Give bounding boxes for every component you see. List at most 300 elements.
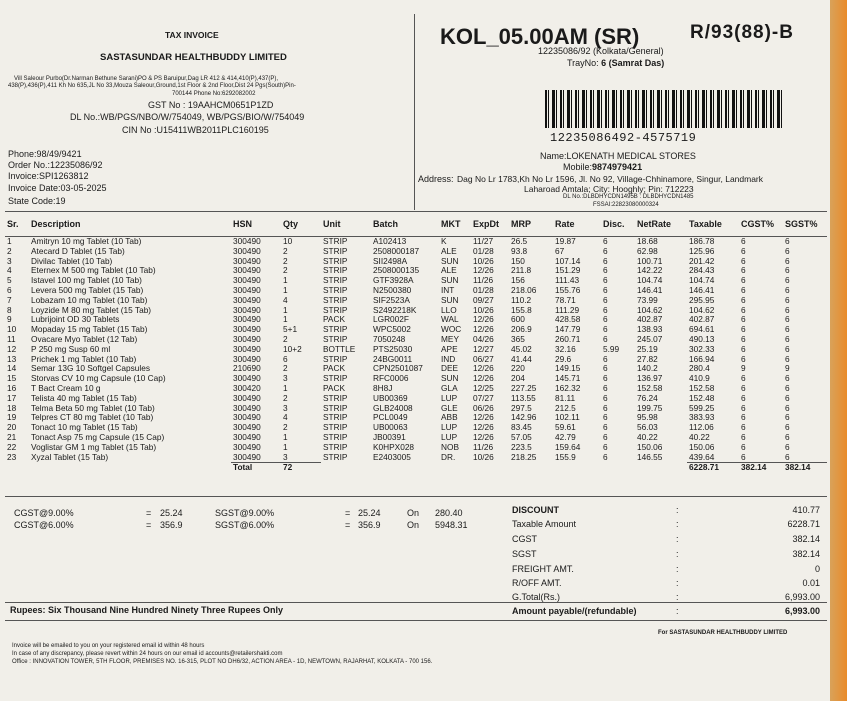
cell-sr: 16 <box>7 383 17 393</box>
cell-sr: 18 <box>7 403 17 413</box>
cell-sgst: 6 <box>785 246 790 256</box>
sgst9-label: SGST@9.00% <box>215 508 275 518</box>
cell-sgst: 6 <box>785 354 790 364</box>
cell-mrp: 206.9 <box>511 325 532 335</box>
cell-disc: 6 <box>603 285 608 295</box>
cell-mkt: LUP <box>441 393 458 403</box>
cell-netrate: 100.71 <box>637 256 663 266</box>
cell-taxable: 146.41 <box>689 285 715 295</box>
cell-unit: STRIP <box>323 276 348 286</box>
cell-netrate: 56.03 <box>637 423 658 433</box>
cell-qty: 3 <box>283 452 288 462</box>
phone: Phone:98/49/9421 <box>8 149 82 159</box>
company-address-line2: 438(P),436(P),411 Kh No 635,JL No 33,Mouza Saleour,Ground,1st Floor & 2nd Floor,Dist 24 Pgs(South)Pin- <box>8 83 296 89</box>
cell-mkt: ALE <box>441 246 457 256</box>
cell-mrp: 41.44 <box>511 354 532 364</box>
roff-label: R/OFF AMT. <box>512 578 562 588</box>
cell-hsn: 300490 <box>233 374 261 384</box>
cell-taxable: 104.62 <box>689 305 715 315</box>
cell-sgst: 6 <box>785 374 790 384</box>
cell-batch: 7050248 <box>373 334 406 344</box>
cell-batch: PTS25030 <box>373 344 413 354</box>
cell-disc: 6 <box>603 256 608 266</box>
col-disc: Disc. <box>601 212 635 237</box>
cell-mkt: SUN <box>441 295 459 305</box>
cell-rate: 162.32 <box>555 383 581 393</box>
cell-cgst: 9 <box>741 364 746 374</box>
cell-sr: 22 <box>7 442 17 452</box>
table-row <box>5 247 827 257</box>
cell-sr: 12 <box>7 344 17 354</box>
cell-batch: LGR002F <box>373 315 409 325</box>
cell-netrate: 152.58 <box>637 383 663 393</box>
cell-description: Mopaday 15 mg Tablet (15 Tab) <box>31 325 148 335</box>
table-bottom-border <box>5 496 827 497</box>
cell-expdt: 12/25 <box>473 383 494 393</box>
cell-expdt: 10/26 <box>473 452 494 462</box>
footer-note2: In case of any discrepancy, please revert within 24 hours on our email id accounts@retailershakti.com <box>12 651 283 657</box>
cell-mkt: LUP <box>441 432 458 442</box>
customer-fssai: FSSAI:22823080000324 <box>593 202 659 208</box>
cell-unit: PACK <box>323 315 345 325</box>
cell-hsn: 300490 <box>233 325 261 335</box>
cell-mrp: 223.5 <box>511 442 532 452</box>
cell-sr: 11 <box>7 334 16 344</box>
cell-batch: 2508000135 <box>373 266 420 276</box>
cell-sr: 5 <box>7 276 12 286</box>
freight-colon: : <box>676 564 679 574</box>
cell-rate: 81.11 <box>555 393 576 403</box>
cgst-colon: : <box>676 534 679 544</box>
cell-rate: 260.71 <box>555 334 581 344</box>
cell-disc: 6 <box>603 403 608 413</box>
table-row <box>5 286 827 296</box>
cell-cgst: 6 <box>741 403 746 413</box>
cell-sgst: 6 <box>785 413 790 423</box>
cell-sr: 6 <box>7 285 12 295</box>
table-row <box>5 394 827 404</box>
cell-disc: 6 <box>603 354 608 364</box>
col-mrp: MRP <box>509 212 553 237</box>
cell-hsn: 300490 <box>233 295 261 305</box>
cell-mrp: 156 <box>511 276 525 286</box>
cell-qty: 1 <box>283 315 288 325</box>
cell-mrp: 155.8 <box>511 305 532 315</box>
cell-sgst: 6 <box>785 442 790 452</box>
cell-taxable: 383.93 <box>689 413 715 423</box>
cell-mkt: ABB <box>441 413 458 423</box>
cell-expdt: 12/26 <box>473 266 494 276</box>
roff-colon: : <box>676 578 679 588</box>
col-netrate: NetRate <box>635 212 687 237</box>
cell-rate: 147.79 <box>555 325 581 335</box>
cell-sr: 1 <box>7 236 12 246</box>
cell-mkt: DR. <box>441 452 456 462</box>
cell-sgst: 6 <box>785 383 790 393</box>
cin-number: CIN No :U15411WB2011PLC160195 <box>122 125 269 135</box>
cell-description: Tonact 10 mg Tablet (15 Tab) <box>31 423 138 433</box>
cell-sr: 15 <box>7 374 17 384</box>
cell-description: Prichek 1 mg Tablet (10 Tab) <box>31 354 137 364</box>
cell-qty: 6 <box>283 354 288 364</box>
cell-batch: GLB24008 <box>373 403 413 413</box>
table-row <box>5 443 827 453</box>
cell-hsn: 300490 <box>233 423 261 433</box>
cell-mrp: 297.5 <box>511 403 532 413</box>
cell-expdt: 01/28 <box>473 246 494 256</box>
cell-description: Tonact Asp 75 mg Capsule (15 Cap) <box>31 432 165 442</box>
cell-unit: STRIP <box>323 423 348 433</box>
cell-mrp: 220 <box>511 364 525 374</box>
cell-qty: 3 <box>283 374 288 384</box>
cell-mkt: LLO <box>441 305 457 315</box>
total-sgst: 382.14 <box>783 463 827 473</box>
cell-cgst: 6 <box>741 295 746 305</box>
cell-taxable: 295.95 <box>689 295 715 305</box>
cell-hsn: 300490 <box>233 354 261 364</box>
table-row <box>5 257 827 267</box>
col-qty: Qty <box>281 212 321 237</box>
cell-mrp: 93.8 <box>511 246 528 256</box>
for-company: For SASTASUNDAR HEALTHBUDDY LIMITED <box>658 630 788 636</box>
cell-mrp: 150 <box>511 256 525 266</box>
cell-taxable: 410.9 <box>689 374 710 384</box>
cell-sgst: 6 <box>785 452 790 462</box>
discount-label: DISCOUNT <box>512 505 559 515</box>
cell-mrp: 57.05 <box>511 432 532 442</box>
cell-cgst: 6 <box>741 383 746 393</box>
total-cgst: 382.14 <box>739 463 783 473</box>
cell-unit: STRIP <box>323 236 348 246</box>
cell-netrate: 136.97 <box>637 374 663 384</box>
cell-description: Semar 13G 10 Softgel Capsules <box>31 364 150 374</box>
cell-description: Divilac Tablet (10 Tab) <box>31 256 113 266</box>
payable-label: Amount payable/(refundable) <box>512 606 637 616</box>
cell-disc: 6 <box>603 236 608 246</box>
invoice-title: TAX INVOICE <box>165 30 219 40</box>
cell-description: Lobazam 10 mg Tablet (10 Tab) <box>31 295 148 305</box>
cell-batch: UB00063 <box>373 423 408 433</box>
cell-hsn: 300490 <box>233 344 261 354</box>
company-name: SASTASUNDAR HEALTHBUDDY LIMITED <box>100 52 287 63</box>
taxable-value: 6228.71 <box>787 519 820 529</box>
cell-sr: 9 <box>7 315 12 325</box>
cell-expdt: 06/26 <box>473 403 494 413</box>
cell-cgst: 6 <box>741 236 746 246</box>
table-row <box>5 364 827 374</box>
cell-qty: 5+1 <box>283 325 298 335</box>
cell-netrate: 245.07 <box>637 334 663 344</box>
cell-mrp: 218.06 <box>511 285 537 295</box>
table-row <box>5 374 827 384</box>
cell-rate: 159.64 <box>555 442 581 452</box>
cell-sr: 20 <box>7 423 17 433</box>
cell-mrp: 204 <box>511 374 525 384</box>
cell-rate: 67 <box>555 246 565 256</box>
cell-mkt: WAL <box>441 315 459 325</box>
cell-cgst: 6 <box>741 393 746 403</box>
customer-name: Name:LOKENATH MEDICAL STORES <box>540 151 696 161</box>
cell-taxable: 201.42 <box>689 256 715 266</box>
on6-value: 5948.31 <box>435 520 468 530</box>
freight-label: FREIGHT AMT. <box>512 564 574 574</box>
cell-unit: STRIP <box>323 413 348 423</box>
cell-expdt: 12/26 <box>473 374 494 384</box>
cell-sr: 23 <box>7 452 17 462</box>
cell-rate: 151.29 <box>555 266 581 276</box>
total-label: Total <box>231 463 281 473</box>
cell-mkt: LUP <box>441 423 458 433</box>
cell-hsn: 300490 <box>233 452 261 462</box>
col-expdt: ExpDt <box>471 212 509 237</box>
customer-dl: DL No.:DLBDHYCDN1495B : DLBDHYCDN1485 <box>563 194 694 200</box>
cell-disc: 6 <box>603 393 608 403</box>
cell-sgst: 6 <box>785 403 790 413</box>
cell-sgst: 6 <box>785 344 790 354</box>
sgst9-value: 25.24 <box>358 508 381 518</box>
cell-netrate: 27.82 <box>637 354 658 364</box>
cell-mkt: SUN <box>441 256 459 266</box>
table-row <box>5 423 827 433</box>
table-row <box>5 355 827 365</box>
cell-expdt: 12/26 <box>473 364 494 374</box>
header-divider <box>414 14 415 210</box>
cell-taxable: 599.25 <box>689 403 715 413</box>
cell-taxable: 402.87 <box>689 315 715 325</box>
gtotal-colon: : <box>676 592 679 602</box>
cell-disc: 6 <box>603 423 608 433</box>
cell-taxable: 439.64 <box>689 452 715 462</box>
cell-batch: GTF3928A <box>373 276 414 286</box>
cell-expdt: 11/26 <box>473 442 494 452</box>
on9-value: 280.40 <box>435 508 463 518</box>
footer-note1: Invoice will be emailed to you on your registered email id within 48 hours <box>12 643 205 649</box>
cell-description: Levera 500 mg Tablet (15 Tab) <box>31 285 144 295</box>
cell-taxable: 40.22 <box>689 432 710 442</box>
table-row <box>5 325 827 335</box>
cell-netrate: 140.2 <box>637 364 658 374</box>
route-label: KOL_05.00AM (SR) <box>440 24 640 49</box>
col-description: Description <box>29 212 231 237</box>
table-row <box>5 315 827 325</box>
cell-rate: 78.71 <box>555 295 576 305</box>
cell-hsn: 300490 <box>233 285 261 295</box>
cell-netrate: 104.74 <box>637 276 663 286</box>
cell-qty: 1 <box>283 442 288 452</box>
cell-batch: 2508000187 <box>373 246 420 256</box>
cgst6-eq: = <box>146 520 152 530</box>
discount-colon: : <box>676 505 679 515</box>
cell-sgst: 6 <box>785 334 790 344</box>
cell-hsn: 300490 <box>233 403 261 413</box>
cell-disc: 6 <box>603 305 608 315</box>
cell-rate: 428.58 <box>555 315 581 325</box>
cell-taxable: 150.06 <box>689 442 715 452</box>
cell-batch: SII2498A <box>373 256 408 266</box>
cell-hsn: 300490 <box>233 432 261 442</box>
invoice-number: Invoice:SPI1263812 <box>8 171 89 181</box>
table-row <box>5 266 827 276</box>
cell-sr: 8 <box>7 305 12 315</box>
cell-sr: 19 <box>7 413 17 423</box>
cell-sgst: 6 <box>785 315 790 325</box>
cell-mrp: 113.55 <box>511 393 536 403</box>
col-rate: Rate <box>553 212 601 237</box>
cell-expdt: 07/27 <box>473 393 494 403</box>
cell-description: Lubrijoint OD 30 Tablets <box>31 315 120 325</box>
cell-mrp: 45.02 <box>511 344 532 354</box>
table-total-row <box>5 463 827 473</box>
col-taxable: Taxable <box>687 212 739 237</box>
payable-value: 6,993.00 <box>784 606 820 616</box>
cell-taxable: 302.33 <box>689 344 715 354</box>
cell-expdt: 12/26 <box>473 325 494 335</box>
cell-description: Amitryn 10 mg Tablet (10 Tab) <box>31 236 142 246</box>
cell-description: P 250 mg Susp 60 ml <box>31 344 111 354</box>
cell-mrp: 110.2 <box>511 295 532 305</box>
cell-netrate: 73.99 <box>637 295 658 305</box>
cell-sgst: 6 <box>785 325 790 335</box>
cell-batch: JB00391 <box>373 432 406 442</box>
cell-sr: 4 <box>7 266 12 276</box>
cell-disc: 6 <box>603 334 608 344</box>
cell-batch: A102413 <box>373 236 407 246</box>
cell-mkt: APE <box>441 344 458 354</box>
cell-unit: STRIP <box>323 442 348 452</box>
table-row <box>5 404 827 414</box>
sgst6-label: SGST@6.00% <box>215 520 275 530</box>
cell-netrate: 402.87 <box>637 315 663 325</box>
cell-sr: 14 <box>7 364 17 374</box>
cell-cgst: 6 <box>741 413 746 423</box>
cell-rate: 111.29 <box>555 305 580 315</box>
cell-unit: STRIP <box>323 374 348 384</box>
cell-expdt: 12/26 <box>473 315 494 325</box>
cell-taxable: 104.74 <box>689 276 715 286</box>
cell-mkt: ALE <box>441 266 457 276</box>
table-header-row <box>5 212 827 237</box>
cell-batch: 24BG0011 <box>373 354 413 364</box>
gtotal-label: G.Total(Rs.) <box>512 592 561 602</box>
table-row <box>5 335 827 345</box>
cell-qty: 2 <box>283 266 288 276</box>
cell-batch: PCL0049 <box>373 413 408 423</box>
taxable-colon: : <box>676 519 679 529</box>
cell-cgst: 6 <box>741 432 746 442</box>
cell-disc: 6 <box>603 374 608 384</box>
cell-disc: 6 <box>603 276 608 286</box>
cell-rate: 29.6 <box>555 354 572 364</box>
col-cgst: CGST% <box>739 212 783 237</box>
cell-qty: 2 <box>283 393 288 403</box>
col-mkt: MKT <box>439 212 471 237</box>
cell-mkt: K <box>441 236 447 246</box>
cell-netrate: 199.75 <box>637 403 663 413</box>
col-sr: Sr. <box>5 212 29 237</box>
cell-taxable: 112.06 <box>689 423 714 433</box>
cell-expdt: 11/27 <box>473 236 494 246</box>
cell-description: Xyzal Tablet (15 Tab) <box>31 452 109 462</box>
cell-mrp: 227.25 <box>511 383 537 393</box>
cell-cgst: 6 <box>741 276 746 286</box>
col-sgst: SGST% <box>783 212 827 237</box>
route-code: R/93(88)-B <box>690 22 794 43</box>
cell-unit: STRIP <box>323 432 348 442</box>
col-batch: Batch <box>371 212 439 237</box>
cell-unit: STRIP <box>323 285 348 295</box>
cell-cgst: 6 <box>741 266 746 276</box>
cell-rate: 107.14 <box>555 256 581 266</box>
on9-label: On <box>407 508 420 518</box>
cell-rate: 32.16 <box>555 344 576 354</box>
cell-taxable: 280.4 <box>689 364 710 374</box>
cell-mkt: WOC <box>441 325 462 335</box>
footer-divider <box>5 620 827 621</box>
cell-hsn: 300420 <box>233 383 261 393</box>
cell-sr: 17 <box>7 393 17 403</box>
cell-mkt: NOB <box>441 442 459 452</box>
cell-sgst: 6 <box>785 423 790 433</box>
cgst-value: 382.14 <box>792 534 820 544</box>
cell-sr: 13 <box>7 354 17 364</box>
cell-unit: STRIP <box>323 452 348 462</box>
cell-cgst: 6 <box>741 334 746 344</box>
cell-cgst: 6 <box>741 285 746 295</box>
cell-disc: 6 <box>603 295 608 305</box>
cell-mrp: 600 <box>511 315 525 325</box>
cell-netrate: 40.22 <box>637 432 658 442</box>
cell-unit: BOTTLE <box>323 344 356 354</box>
freight-value: 0 <box>814 564 820 574</box>
cell-hsn: 300490 <box>233 442 261 452</box>
table-row <box>5 413 827 423</box>
cell-rate: 111.43 <box>555 276 580 286</box>
cell-mkt: GLE <box>441 403 458 413</box>
cell-hsn: 300490 <box>233 305 261 315</box>
cell-unit: STRIP <box>323 393 348 403</box>
state-code: State Code:19 <box>8 196 66 206</box>
office-address: Office : INNOVATION TOWER, 5TH FLOOR, PREMISES NO. 16-315, PLOT NO DH6/32, ACTION AREA - 1D, NEWTOWN, RAJARHAT, KOLKATA - 700 156. <box>12 659 433 665</box>
cell-expdt: 06/27 <box>473 354 494 364</box>
barcode-text: 12235086492-4575719 <box>550 131 697 145</box>
cell-qty: 2 <box>283 334 288 344</box>
cell-batch: N2500380 <box>373 285 412 295</box>
cell-mrp: 365 <box>511 334 525 344</box>
cell-description: Loyzide M 80 mg Tablet (15 Tab) <box>31 305 152 315</box>
company-address-line3: 700144 Phone No:6292082002 <box>172 91 256 97</box>
cell-taxable: 152.48 <box>689 393 715 403</box>
cell-cgst: 6 <box>741 344 746 354</box>
table-row <box>5 384 827 394</box>
cgst9-value: 25.24 <box>160 508 183 518</box>
cell-description: Eternex M 500 mg Tablet (10 Tab) <box>31 266 156 276</box>
cell-mkt: INT <box>441 285 455 295</box>
cell-disc: 6 <box>603 432 608 442</box>
table-row <box>5 237 827 247</box>
cell-hsn: 300490 <box>233 334 261 344</box>
cell-netrate: 146.55 <box>637 452 663 462</box>
cell-mkt: SUN <box>441 374 459 384</box>
cell-hsn: 300490 <box>233 315 261 325</box>
table-row <box>5 433 827 443</box>
cell-description: Istavel 100 mg Tablet (10 Tab) <box>31 276 142 286</box>
cell-hsn: 210690 <box>233 364 261 374</box>
cell-expdt: 12/26 <box>473 432 494 442</box>
gst-number: GST No : 19AAHCM0651P1ZD <box>148 100 274 110</box>
customer-address-line1: Dag No Lr 1783,Kh No Lr 1596, Jl. No 92, Village-Chhinamore, Singur, Landmark <box>457 174 764 184</box>
cell-netrate: 95.98 <box>637 413 658 423</box>
cell-batch: K0HPX028 <box>373 442 415 452</box>
